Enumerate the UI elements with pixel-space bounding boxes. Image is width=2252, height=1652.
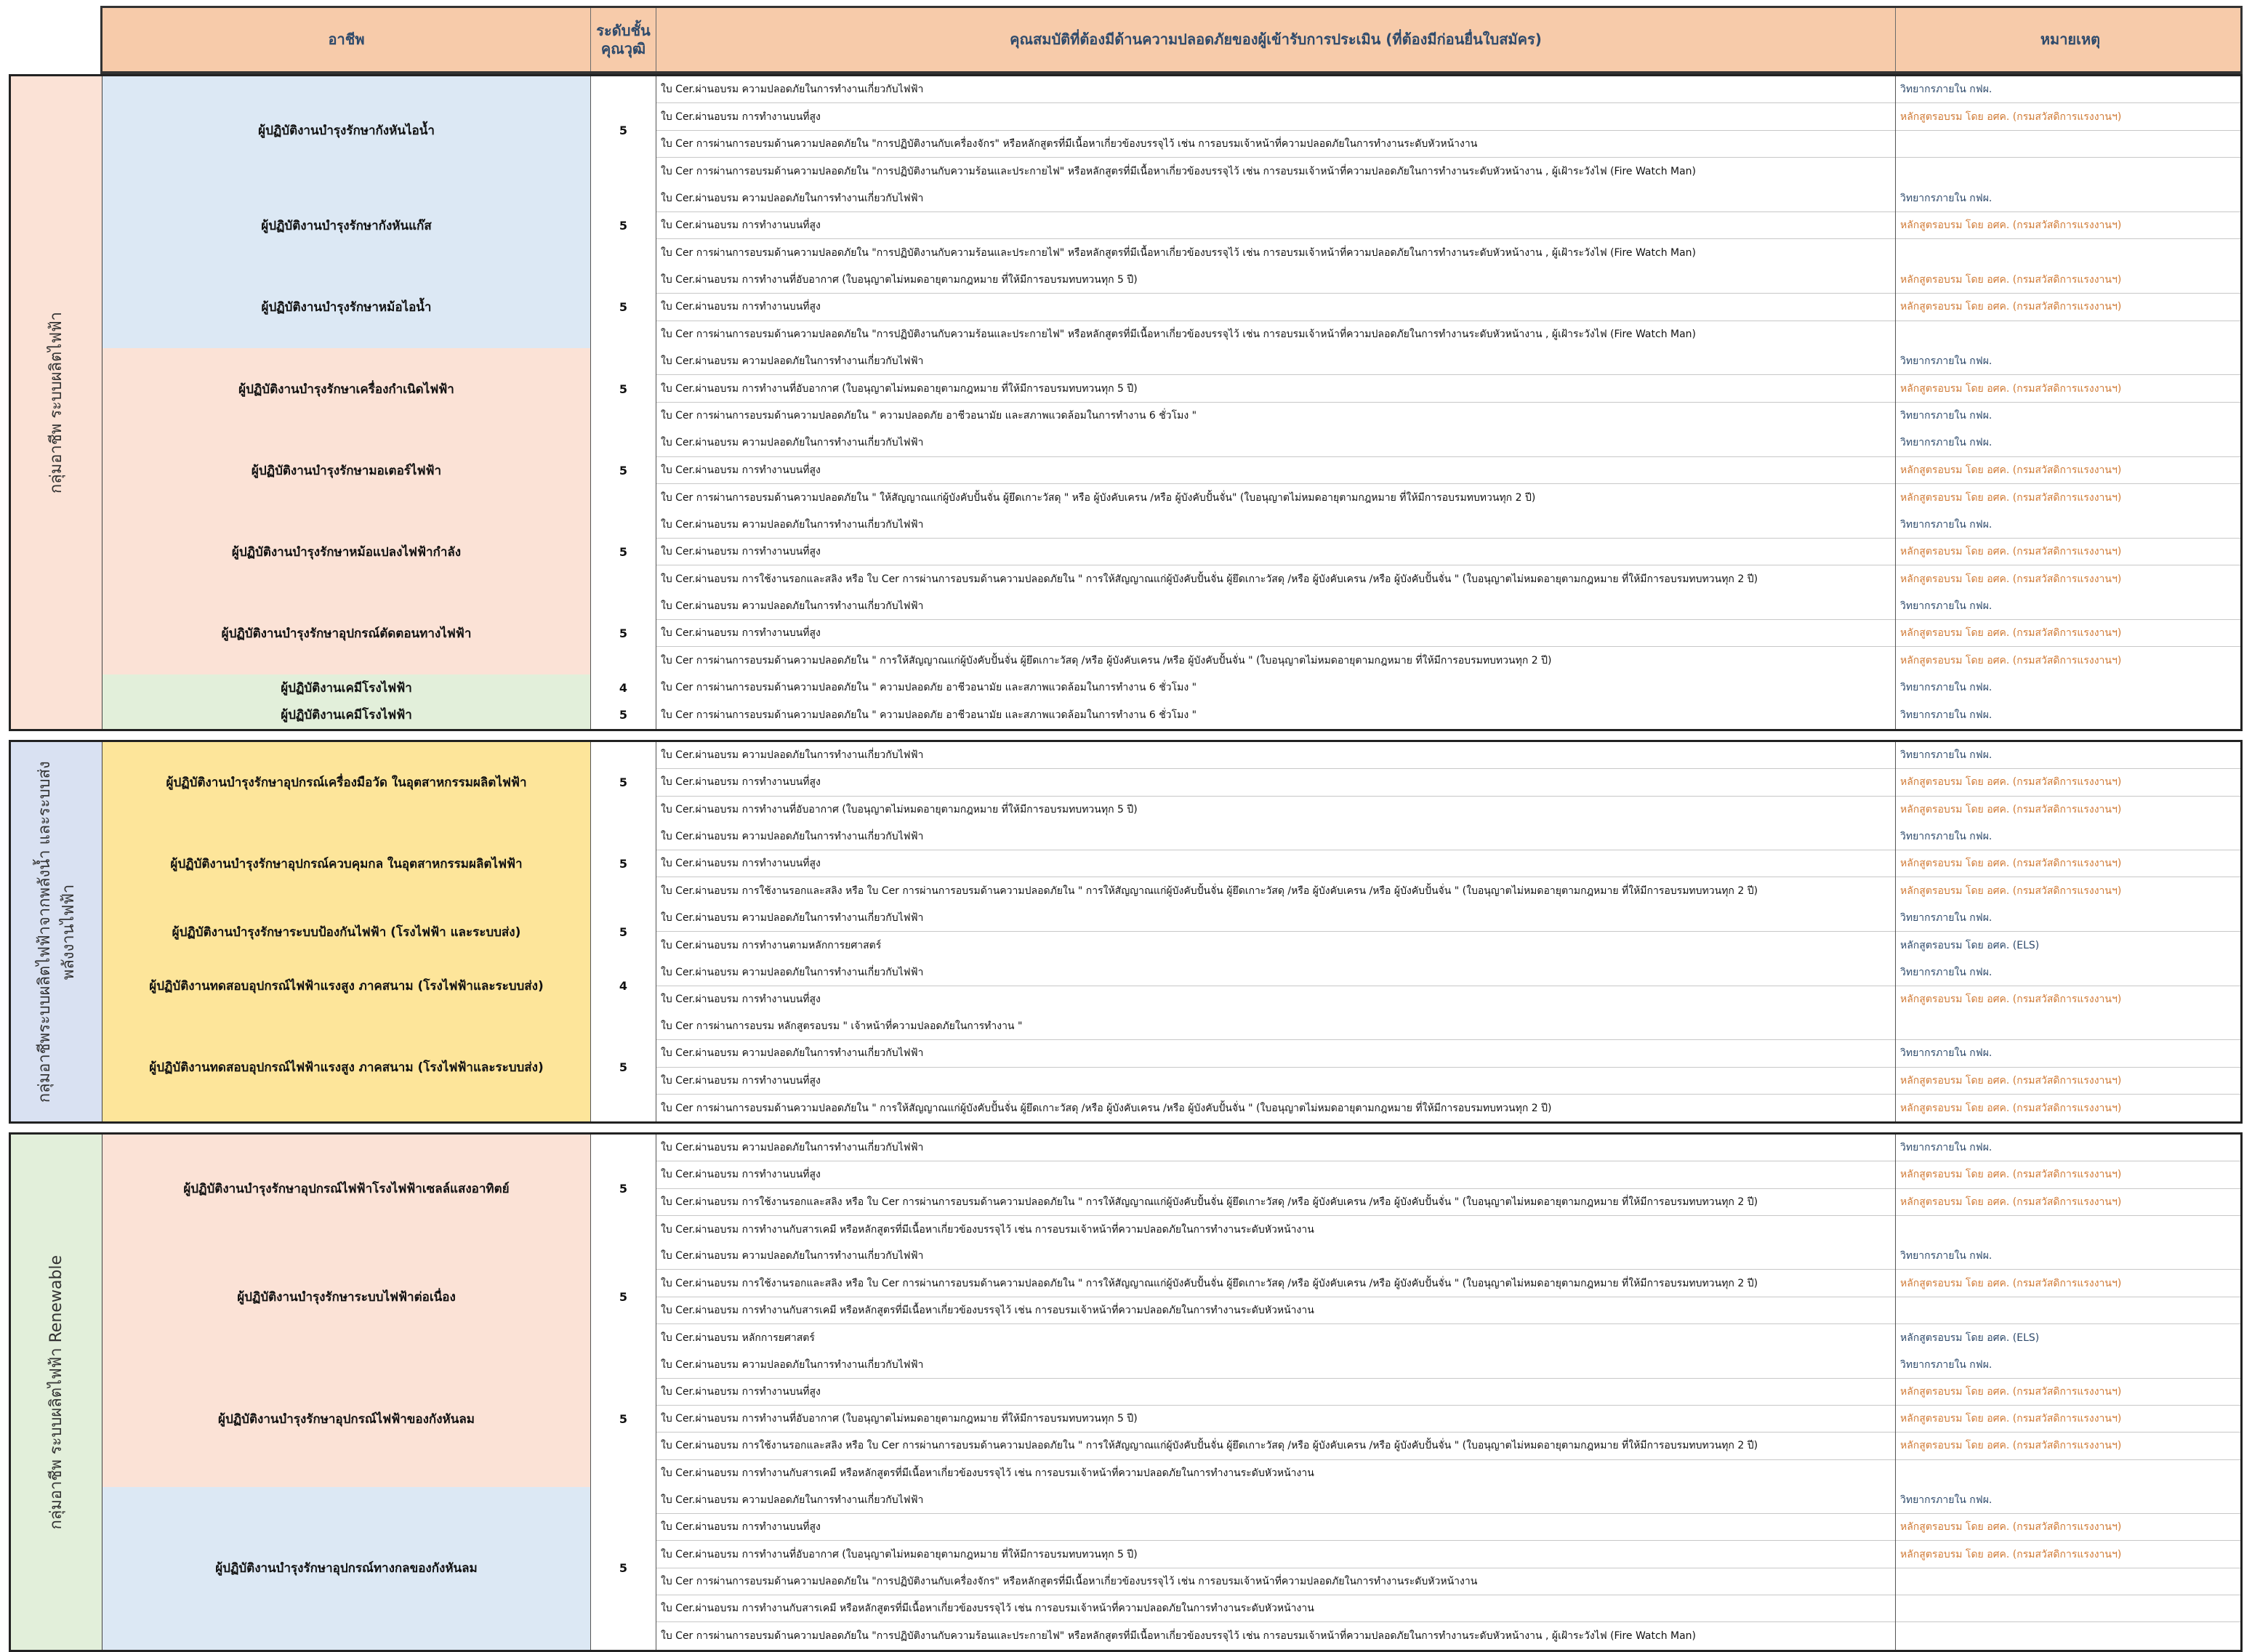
requirement-cell: ใบ Cer.ผ่านอบรม การทำงานบนที่สูง — [656, 769, 1895, 796]
requirement-cell: ใบ Cer.ผ่านอบรม การทำงานกับสารเคมี หรือหลักสูตรที่มีเนื้อหาเกี่ยวข้องบรรจุไว้ เช่น การอบรมเจ้าหน้าที่ความปลอดภัยในการทำงานระดับหัวหน้างาน — [656, 1216, 1895, 1243]
remark-cell: วิทยากรภายใน กฟผ. — [1896, 1135, 2240, 1161]
requirement-cell: ใบ Cer.ผ่านอบรม ความปลอดภัยในการทำงานเกี่ยวกับไฟฟ้า — [656, 593, 1895, 620]
occupation-list — [102, 1135, 2240, 1650]
requirement-cell: ใบ Cer.ผ่านอบรม การทำงานบนที่สูง — [656, 212, 1895, 239]
remark-cell: หลักสูตรอบรม โดย อศค. (กรมสวัสดิการแรงงานฯ) — [1896, 539, 2240, 565]
occupation-row — [102, 76, 2240, 185]
remarks-list — [1896, 959, 2240, 1013]
requirement-cell: ใบ Cer.ผ่านอบรม หลักการยศาสตร์ — [656, 1324, 1895, 1351]
requirement-cell: ใบ Cer.ผ่านอบรม ความปลอดภัยในการทำงานเกี่ยวกับไฟฟ้า — [656, 348, 1895, 375]
occupation-row — [102, 1013, 2240, 1121]
occupation-row — [102, 959, 2240, 1013]
remarks-list — [1896, 511, 2240, 592]
group-label-cell — [11, 742, 102, 1121]
group-label: กลุ่มอาชีพ ระบบผลิตไฟฟ้า Renewable — [47, 1254, 65, 1530]
requirements-list — [656, 1135, 1896, 1243]
group-label: กลุ่มอาชีพ ระบบผลิตไฟฟ้า — [47, 311, 65, 493]
requirements-list — [656, 1487, 1896, 1650]
remark-cell: วิทยากรภายใน กฟผ. — [1896, 185, 2240, 212]
occupation-row — [102, 1487, 2240, 1650]
remark-cell: หลักสูตรอบรม โดย อศค. (กรมสวัสดิการแรงงานฯ) — [1896, 1514, 2240, 1541]
remark-cell — [1896, 158, 2240, 185]
remark-cell: หลักสูตรอบรม โดย อศค. (ELS) — [1896, 1324, 2240, 1351]
occupation-name: ผู้ปฏิบัติงานบำรุงรักษาอุปกรณ์ควบคุมกล ในอุตสาหกรรมผลิตไฟฟ้า — [102, 823, 591, 905]
remark-cell: วิทยากรภายใน กฟผ. — [1896, 593, 2240, 620]
requirement-cell: ใบ Cer.ผ่านอบรม ความปลอดภัยในการทำงานเกี่ยวกับไฟฟ้า — [656, 1351, 1895, 1378]
requirement-cell: ใบ Cer.ผ่านอบรม การใช้งานรอกและสลิง หรือ ใบ Cer การผ่านการอบรมด้านความปลอดภัยใน " การให้สัญญาณแก่ผู้บังคับปั้นจั่น ผู้ยึดเกาะวัสดุ /หรือ ผู้บังคับเครน /หรือ ผู้บังคับปั้นจั่น " (ใบอนุญาตไม่หมดอายุตามกฎหมาย ที่ให้มีการอบรมทบทวนทุก 2 ปี) — [656, 1189, 1895, 1216]
remark-cell — [1896, 131, 2240, 158]
remark-cell: หลักสูตรอบรม โดย อศค. (กรมสวัสดิการแรงงานฯ) — [1896, 457, 2240, 484]
remark-cell: หลักสูตรอบรม โดย อศค. (กรมสวัสดิการแรงงานฯ) — [1896, 1270, 2240, 1297]
remark-cell: หลักสูตรอบรม โดย อศค. (กรมสวัสดิการแรงงานฯ) — [1896, 212, 2240, 239]
remark-cell: หลักสูตรอบรม โดย อศค. (กรมสวัสดิการแรงงานฯ) — [1896, 1189, 2240, 1216]
remark-cell: หลักสูตรอบรม โดย อศค. (กรมสวัสดิการแรงงานฯ) — [1896, 267, 2240, 294]
requirement-cell: ใบ Cer.ผ่านอบรม การทำงานที่อับอากาศ (ใบอนุญาตไม่หมดอายุตามกฎหมาย ที่ให้มีการอบรมทบทวนทุก 5 ปี) — [656, 797, 1895, 823]
remark-cell: หลักสูตรอบรม โดย อศค. (กรมสวัสดิการแรงงานฯ) — [1896, 850, 2240, 877]
requirement-cell: ใบ Cer.ผ่านอบรม การทำงานบนที่สูง — [656, 1379, 1895, 1406]
remark-cell: หลักสูตรอบรม โดย อศค. (กรมสวัสดิการแรงงานฯ) — [1896, 877, 2240, 904]
remark-cell: หลักสูตรอบรม โดย อศค. (กรมสวัสดิการแรงงานฯ) — [1896, 1161, 2240, 1188]
requirement-cell: ใบ Cer.ผ่านอบรม การทำงานตามหลักการยศาสตร์ — [656, 932, 1895, 959]
requirement-cell: ใบ Cer.ผ่านอบรม การทำงานบนที่สูง — [656, 850, 1895, 877]
requirement-cell: ใบ Cer.ผ่านอบรม การทำงานบนที่สูง — [656, 1068, 1895, 1095]
remarks-list — [1896, 905, 2240, 959]
occupation-name: ผู้ปฏิบัติงานบำรุงรักษาระบบป้องกันไฟฟ้า (โรงไฟฟ้า และระบบส่ง) — [102, 905, 591, 959]
remark-cell — [1896, 1460, 2240, 1487]
occupation-name: ผู้ปฏิบัติงานเคมีโรงไฟฟ้า — [102, 674, 591, 701]
requirement-cell: ใบ Cer.ผ่านอบรม ความปลอดภัยในการทำงานเกี่ยวกับไฟฟ้า — [656, 959, 1895, 986]
remark-cell — [1896, 1622, 2240, 1649]
remark-cell: หลักสูตรอบรม โดย อศค. (กรมสวัสดิการแรงงานฯ) — [1896, 565, 2240, 592]
qualification-level: 5 — [591, 1243, 656, 1351]
remark-cell — [1896, 1013, 2240, 1040]
remark-cell: หลักสูตรอบรม โดย อศค. (กรมสวัสดิการแรงงานฯ) — [1896, 1379, 2240, 1406]
remarks-list — [1896, 1487, 2240, 1650]
requirement-cell: ใบ Cer.ผ่านอบรม การใช้งานรอกและสลิง หรือ ใบ Cer การผ่านการอบรมด้านความปลอดภัยใน " การให้สัญญาณแก่ผู้บังคับปั้นจั่น ผู้ยึดเกาะวัสดุ /หรือ ผู้บังคับเครน /หรือ ผู้บังคับปั้นจั่น " (ใบอนุญาตไม่หมดอายุตามกฎหมาย ที่ให้มีการอบรมทบทวนทุก 2 ปี) — [656, 1270, 1895, 1297]
remark-cell: หลักสูตรอบรม โดย อศค. (ELS) — [1896, 932, 2240, 959]
occupation-name: ผู้ปฏิบัติงานบำรุงรักษาระบบไฟฟ้าต่อเนื่อง — [102, 1243, 591, 1351]
occupation-name: ผู้ปฏิบัติงานบำรุงรักษาอุปกรณ์ตัดตอนทางไฟฟ้า — [102, 593, 591, 674]
occupation-name: ผู้ปฏิบัติงานทดสอบอุปกรณ์ไฟฟ้าแรงสูง ภาคสนาม (โรงไฟฟ้าและระบบส่ง) — [102, 959, 591, 1013]
requirement-cell: ใบ Cer.ผ่านอบรม การทำงานบนที่สูง — [656, 457, 1895, 484]
requirement-cell: ใบ Cer การผ่านการอบรมด้านความปลอดภัยใน "การปฏิบัติงานกับความร้อนและประกายไฟ" หรือหลักสูตรที่มีเนื้อหาเกี่ยวข้องบรรจุไว้ เช่น การอบรมเจ้าหน้าที่ความปลอดภัยในการทำงานระดับหัวหน้างาน , ผู้เฝ้าระวังไฟ (Fire Watch Man) — [656, 158, 1895, 185]
requirements-list — [656, 742, 1896, 823]
requirement-cell: ใบ Cer.ผ่านอบรม การทำงานบนที่สูง — [656, 103, 1895, 130]
requirements-list — [656, 959, 1896, 1013]
occupation-name: ผู้ปฏิบัติงานบำรุงรักษาอุปกรณ์ทางกลของกังหันลม — [102, 1487, 591, 1650]
requirement-cell: ใบ Cer การผ่านการอบรมด้านความปลอดภัยใน " ความปลอดภัย อาชีวอนามัย และสภาพแวดล้อมในการทำงาน 6 ชั่วโมง " — [656, 701, 1895, 728]
qualification-level: 5 — [591, 185, 656, 267]
remark-cell: หลักสูตรอบรม โดย อศค. (กรมสวัสดิการแรงงานฯ) — [1896, 620, 2240, 647]
occupation-name: ผู้ปฏิบัติงานบำรุงรักษาเครื่องกำเนิดไฟฟ้า — [102, 348, 591, 430]
group-label: กลุ่มอาชีพระบบผลิตไฟฟ้าจากพลังน้ำ และระบบส่งพลังงานไฟฟ้า — [35, 761, 78, 1103]
requirement-cell: ใบ Cer.ผ่านอบรม การทำงานบนที่สูง — [656, 986, 1895, 1013]
remark-cell: วิทยากรภายใน กฟผ. — [1896, 1351, 2240, 1378]
remark-cell: วิทยากรภายใน กฟผ. — [1896, 76, 2240, 103]
requirement-cell: ใบ Cer การผ่านการอบรมด้านความปลอดภัยใน "การปฏิบัติงานกับความร้อนและประกายไฟ" หรือหลักสูตรที่มีเนื้อหาเกี่ยวข้องบรรจุไว้ เช่น การอบรมเจ้าหน้าที่ความปลอดภัยในการทำงานระดับหัวหน้างาน , ผู้เฝ้าระวังไฟ (Fire Watch Man) — [656, 321, 1895, 348]
remark-cell: วิทยากรภายใน กฟผ. — [1896, 742, 2240, 769]
requirement-cell: ใบ Cer.ผ่านอบรม ความปลอดภัยในการทำงานเกี่ยวกับไฟฟ้า — [656, 511, 1895, 538]
occupation-row — [102, 511, 2240, 592]
remarks-list — [1896, 823, 2240, 905]
occupation-name: ผู้ปฏิบัติงานเคมีโรงไฟฟ้า — [102, 701, 591, 728]
requirement-cell: ใบ Cer.ผ่านอบรม ความปลอดภัยในการทำงานเกี่ยวกับไฟฟ้า — [656, 823, 1895, 850]
remark-cell: หลักสูตรอบรม โดย อศค. (กรมสวัสดิการแรงงานฯ) — [1896, 294, 2240, 321]
qualification-level: 4 — [591, 959, 656, 1013]
header-remarks: หมายเหตุ — [2040, 31, 2101, 48]
remarks-list — [1896, 1351, 2240, 1486]
requirement-cell: ใบ Cer การผ่านการอบรมด้านความปลอดภัยใน "การปฏิบัติงานกับความร้อนและประกายไฟ" หรือหลักสูตรที่มีเนื้อหาเกี่ยวข้องบรรจุไว้ เช่น การอบรมเจ้าหน้าที่ความปลอดภัยในการทำงานระดับหัวหน้างาน , ผู้เฝ้าระวังไฟ (Fire Watch Man) — [656, 1622, 1895, 1649]
qualification-level: 5 — [591, 1351, 656, 1486]
requirements-list — [656, 701, 1896, 728]
requirement-cell: ใบ Cer.ผ่านอบรม การใช้งานรอกและสลิง หรือ ใบ Cer การผ่านการอบรมด้านความปลอดภัยใน " การให้สัญญาณแก่ผู้บังคับปั้นจั่น ผู้ยึดเกาะวัสดุ /หรือ ผู้บังคับเครน /หรือ ผู้บังคับปั้นจั่น " (ใบอนุญาตไม่หมดอายุตามกฎหมาย ที่ให้มีการอบรมทบทวนทุก 2 ปี) — [656, 877, 1895, 904]
remarks-list — [1896, 674, 2240, 701]
header-level: ระดับชั้น คุณวุฒิ — [591, 8, 656, 71]
occupation-name: ผู้ปฏิบัติงานบำรุงรักษากังหันแก๊ส — [102, 185, 591, 267]
qualification-level: 5 — [591, 905, 656, 959]
remarks-list — [1896, 348, 2240, 430]
occupation-name: ผู้ปฏิบัติงานบำรุงรักษาอุปกรณ์ไฟฟ้าโรงไฟฟ้าเซลล์แสงอาทิตย์ — [102, 1135, 591, 1243]
requirement-cell: ใบ Cer.ผ่านอบรม ความปลอดภัยในการทำงานเกี่ยวกับไฟฟ้า — [656, 1135, 1895, 1161]
occupation-name: ผู้ปฏิบัติงานบำรุงรักษาอุปกรณ์ไฟฟ้าของกังหันลม — [102, 1351, 591, 1486]
requirement-cell: ใบ Cer.ผ่านอบรม การทำงานกับสารเคมี หรือหลักสูตรที่มีเนื้อหาเกี่ยวข้องบรรจุไว้ เช่น การอบรมเจ้าหน้าที่ความปลอดภัยในการทำงานระดับหัวหน้างาน — [656, 1595, 1895, 1622]
qualification-level: 5 — [591, 76, 656, 185]
requirement-cell: ใบ Cer.ผ่านอบรม การใช้งานรอกและสลิง หรือ ใบ Cer การผ่านการอบรมด้านความปลอดภัยใน " การให้สัญญาณแก่ผู้บังคับปั้นจั่น ผู้ยึดเกาะวัสดุ /หรือ ผู้บังคับเครน /หรือ ผู้บังคับปั้นจั่น " (ใบอนุญาตไม่หมดอายุตามกฎหมาย ที่ให้มีการอบรมทบทวนทุก 2 ปี) — [656, 565, 1895, 592]
requirement-cell: ใบ Cer.ผ่านอบรม ความปลอดภัยในการทำงานเกี่ยวกับไฟฟ้า — [656, 1487, 1895, 1514]
group-label-cell — [11, 76, 102, 729]
occupation-row — [102, 1351, 2240, 1487]
remarks-list — [1896, 742, 2240, 823]
occupation-row — [102, 348, 2240, 430]
requirement-cell: ใบ Cer การผ่านการอบรม หลักสูตรอบรม " เจ้าหน้าที่ความปลอดภัยในการทำงาน " — [656, 1013, 1895, 1040]
requirement-cell: ใบ Cer.ผ่านอบรม การทำงานที่อับอากาศ (ใบอนุญาตไม่หมดอายุตามกฎหมาย ที่ให้มีการอบรมทบทวนทุก 5 ปี) — [656, 1541, 1895, 1568]
requirement-cell: ใบ Cer.ผ่านอบรม ความปลอดภัยในการทำงานเกี่ยวกับไฟฟ้า — [656, 76, 1895, 103]
section-group — [9, 740, 2243, 1124]
qualification-level: 4 — [591, 674, 656, 701]
remark-cell: หลักสูตรอบรม โดย อศค. (กรมสวัสดิการแรงงานฯ) — [1896, 647, 2240, 674]
remark-cell: หลักสูตรอบรม โดย อศค. (กรมสวัสดิการแรงงานฯ) — [1896, 986, 2240, 1013]
remark-cell: วิทยากรภายใน กฟผ. — [1896, 823, 2240, 850]
requirement-cell: ใบ Cer.ผ่านอบรม การทำงานกับสารเคมี หรือหลักสูตรที่มีเนื้อหาเกี่ยวข้องบรรจุไว้ เช่น การอบรมเจ้าหน้าที่ความปลอดภัยในการทำงานระดับหัวหน้างาน — [656, 1460, 1895, 1487]
remark-cell: วิทยากรภายใน กฟผ. — [1896, 511, 2240, 538]
requirement-cell: ใบ Cer การผ่านการอบรมด้านความปลอดภัยใน "การปฏิบัติงานกับเครื่องจักร" หรือหลักสูตรที่มีเนื้อหาเกี่ยวข้องบรรจุไว้ เช่น การอบรมเจ้าหน้าที่ความปลอดภัยในการทำงานระดับหัวหน้างาน — [656, 131, 1895, 158]
remarks-list — [1896, 267, 2240, 348]
requirements-list — [656, 823, 1896, 905]
requirement-cell: ใบ Cer.ผ่านอบรม ความปลอดภัยในการทำงานเกี่ยวกับไฟฟ้า — [656, 1040, 1895, 1067]
requirements-list — [656, 185, 1896, 267]
occupation-name: ผู้ปฏิบัติงานทดสอบอุปกรณ์ไฟฟ้าแรงสูง ภาคสนาม (โรงไฟฟ้าและระบบส่ง) — [102, 1013, 591, 1121]
occupation-row — [102, 742, 2240, 823]
occupation-name: ผู้ปฏิบัติงานบำรุงรักษากังหันไอน้ำ — [102, 76, 591, 185]
remark-cell: หลักสูตรอบรม โดย อศค. (กรมสวัสดิการแรงงานฯ) — [1896, 1406, 2240, 1433]
requirement-cell: ใบ Cer การผ่านการอบรมด้านความปลอดภัยใน " ความปลอดภัย อาชีวอนามัย และสภาพแวดล้อมในการทำงาน 6 ชั่วโมง " — [656, 403, 1895, 430]
remark-cell: วิทยากรภายใน กฟผ. — [1896, 403, 2240, 430]
requirement-cell: ใบ Cer.ผ่านอบรม การทำงานบนที่สูง — [656, 1161, 1895, 1188]
requirement-cell: ใบ Cer.ผ่านอบรม ความปลอดภัยในการทำงานเกี่ยวกับไฟฟ้า — [656, 430, 1895, 456]
remark-cell — [1896, 239, 2240, 266]
requirements-list — [656, 593, 1896, 674]
remark-cell: วิทยากรภายใน กฟผ. — [1896, 905, 2240, 932]
occupation-list — [102, 76, 2240, 729]
remarks-list — [1896, 185, 2240, 267]
occupation-row — [102, 1135, 2240, 1243]
remark-cell: วิทยากรภายใน กฟผ. — [1896, 1040, 2240, 1067]
remarks-list — [1896, 1135, 2240, 1243]
section-group — [9, 1132, 2243, 1652]
section-group — [9, 74, 2243, 731]
remark-cell — [1896, 321, 2240, 348]
remarks-list — [1896, 76, 2240, 185]
requirements-list — [656, 76, 1896, 185]
occupation-list — [102, 742, 2240, 1121]
requirements-list — [656, 905, 1896, 959]
remark-cell: หลักสูตรอบรม โดย อศค. (กรมสวัสดิการแรงงานฯ) — [1896, 1095, 2240, 1121]
remark-cell: วิทยากรภายใน กฟผ. — [1896, 701, 2240, 728]
remark-cell: หลักสูตรอบรม โดย อศค. (กรมสวัสดิการแรงงานฯ) — [1896, 1541, 2240, 1568]
requirements-list — [656, 511, 1896, 592]
requirement-cell: ใบ Cer.ผ่านอบรม ความปลอดภัยในการทำงานเกี่ยวกับไฟฟ้า — [656, 905, 1895, 932]
qualification-level: 5 — [591, 593, 656, 674]
qualification-level: 5 — [591, 348, 656, 430]
occupation-row — [102, 430, 2240, 511]
remark-cell: หลักสูตรอบรม โดย อศค. (กรมสวัสดิการแรงงานฯ) — [1896, 797, 2240, 823]
remark-cell: วิทยากรภายใน กฟผ. — [1896, 1487, 2240, 1514]
remark-cell: วิทยากรภายใน กฟผ. — [1896, 674, 2240, 701]
requirement-cell: ใบ Cer.ผ่านอบรม ความปลอดภัยในการทำงานเกี่ยวกับไฟฟ้า — [656, 742, 1895, 769]
requirements-list — [656, 1243, 1896, 1351]
requirement-cell: ใบ Cer.ผ่านอบรม การทำงานบนที่สูง — [656, 539, 1895, 565]
remarks-list — [1896, 1013, 2240, 1121]
remarks-list — [1896, 593, 2240, 674]
remarks-list — [1896, 1243, 2240, 1351]
occupation-row — [102, 593, 2240, 674]
group-label-cell — [11, 1135, 102, 1650]
requirement-cell: ใบ Cer การผ่านการอบรมด้านความปลอดภัยใน "การปฏิบัติงานกับความร้อนและประกายไฟ" หรือหลักสูตรที่มีเนื้อหาเกี่ยวข้องบรรจุไว้ เช่น การอบรมเจ้าหน้าที่ความปลอดภัยในการทำงานระดับหัวหน้างาน , ผู้เฝ้าระวังไฟ (Fire Watch Man) — [656, 239, 1895, 266]
requirement-cell: ใบ Cer.ผ่านอบรม การทำงานกับสารเคมี หรือหลักสูตรที่มีเนื้อหาเกี่ยวข้องบรรจุไว้ เช่น การอบรมเจ้าหน้าที่ความปลอดภัยในการทำงานระดับหัวหน้างาน — [656, 1297, 1895, 1324]
requirements-list — [656, 267, 1896, 348]
remark-cell: วิทยากรภายใน กฟผ. — [1896, 348, 2240, 375]
occupation-name: ผู้ปฏิบัติงานบำรุงรักษาหม้อไอน้ำ — [102, 267, 591, 348]
header-occupation: อาชีพ — [102, 8, 591, 71]
remarks-list — [1896, 430, 2240, 511]
remark-cell: วิทยากรภายใน กฟผ. — [1896, 430, 2240, 456]
remark-cell: หลักสูตรอบรม โดย อศค. (กรมสวัสดิการแรงงานฯ) — [1896, 1433, 2240, 1459]
qualification-level: 5 — [591, 267, 656, 348]
requirement-cell: ใบ Cer การผ่านการอบรมด้านความปลอดภัยใน " การให้สัญญาณแก่ผู้บังคับปั้นจั่น ผู้ยึดเกาะวัสดุ /หรือ ผู้บังคับเครน /หรือ ผู้บังคับปั้นจั่น " (ใบอนุญาตไม่หมดอายุตามกฎหมาย ที่ให้มีการอบรมทบทวนทุก 2 ปี) — [656, 1095, 1895, 1121]
remark-cell: หลักสูตรอบรม โดย อศค. (กรมสวัสดิการแรงงานฯ) — [1896, 769, 2240, 796]
qualification-level: 5 — [591, 701, 656, 728]
qualification-level: 5 — [591, 511, 656, 592]
requirement-cell: ใบ Cer.ผ่านอบรม การทำงานบนที่สูง — [656, 1514, 1895, 1541]
requirement-cell: ใบ Cer.ผ่านอบรม การทำงานบนที่สูง — [656, 620, 1895, 647]
requirement-cell: ใบ Cer.ผ่านอบรม การทำงานที่อับอากาศ (ใบอนุญาตไม่หมดอายุตามกฎหมาย ที่ให้มีการอบรมทบทวนทุก 5 ปี) — [656, 267, 1895, 294]
header-requirements: คุณสมบัติที่ต้องมีด้านความปลอดภัยของผู้เข้ารับการประเมิน (ที่ต้องมีก่อนยื่นใบสมัคร) — [656, 8, 1896, 71]
requirement-cell: ใบ Cer.ผ่านอบรม ความปลอดภัยในการทำงานเกี่ยวกับไฟฟ้า — [656, 185, 1895, 212]
occupation-name: ผู้ปฏิบัติงานบำรุงรักษามอเตอร์ไฟฟ้า — [102, 430, 591, 511]
requirement-cell: ใบ Cer.ผ่านอบรม การทำงานที่อับอากาศ (ใบอนุญาตไม่หมดอายุตามกฎหมาย ที่ให้มีการอบรมทบทวนทุก 5 ปี) — [656, 375, 1895, 402]
requirement-cell: ใบ Cer การผ่านการอบรมด้านความปลอดภัยใน " ความปลอดภัย อาชีวอนามัย และสภาพแวดล้อมในการทำงาน 6 ชั่วโมง " — [656, 674, 1895, 701]
remarks-list — [1896, 701, 2240, 728]
occupation-name: ผู้ปฏิบัติงานบำรุงรักษาอุปกรณ์เครื่องมือวัด ในอุตสาหกรรมผลิตไฟฟ้า — [102, 742, 591, 823]
requirements-list — [656, 1013, 1896, 1121]
remark-cell: หลักสูตรอบรม โดย อศค. (กรมสวัสดิการแรงงานฯ) — [1896, 484, 2240, 511]
remark-cell: หลักสูตรอบรม โดย อศค. (กรมสวัสดิการแรงงานฯ) — [1896, 103, 2240, 130]
requirements-list — [656, 348, 1896, 430]
qualification-level: 5 — [591, 1013, 656, 1121]
qualification-level: 5 — [591, 823, 656, 905]
requirement-cell: ใบ Cer.ผ่านอบรม การทำงานที่อับอากาศ (ใบอนุญาตไม่หมดอายุตามกฎหมาย ที่ให้มีการอบรมทบทวนทุก 5 ปี) — [656, 1406, 1895, 1433]
remark-cell: หลักสูตรอบรม โดย อศค. (กรมสวัสดิการแรงงานฯ) — [1896, 375, 2240, 402]
requirements-list — [656, 430, 1896, 511]
remark-cell: วิทยากรภายใน กฟผ. — [1896, 1243, 2240, 1270]
requirement-cell: ใบ Cer.ผ่านอบรม ความปลอดภัยในการทำงานเกี่ยวกับไฟฟ้า — [656, 1243, 1895, 1270]
requirement-cell: ใบ Cer การผ่านการอบรมด้านความปลอดภัยใน "การปฏิบัติงานกับเครื่องจักร" หรือหลักสูตรที่มีเนื้อหาเกี่ยวข้องบรรจุไว้ เช่น การอบรมเจ้าหน้าที่ความปลอดภัยในการทำงานระดับหัวหน้างาน — [656, 1568, 1895, 1595]
requirement-cell: ใบ Cer.ผ่านอบรม การทำงานบนที่สูง — [656, 294, 1895, 321]
occupation-name: ผู้ปฏิบัติงานบำรุงรักษาหม้อแปลงไฟฟ้ากำลัง — [102, 511, 591, 592]
table-header — [100, 6, 2243, 74]
remark-cell — [1896, 1568, 2240, 1595]
occupation-row — [102, 267, 2240, 348]
requirements-list — [656, 1351, 1896, 1486]
requirement-cell: ใบ Cer การผ่านการอบรมด้านความปลอดภัยใน " ให้สัญญาณแก่ผู้บังคับปั้นจั่น ผู้ยึดเกาะวัสดุ " หรือ ผู้บังคับเครน /หรือ ผู้บังคับปั้นจั่น" (ใบอนุญาตไม่หมดอายุตามกฎหมาย ที่ให้มีการอบรมทบทวนทุก 2 ปี) — [656, 484, 1895, 511]
qualification-level: 5 — [591, 742, 656, 823]
qualification-level: 5 — [591, 1135, 656, 1243]
occupation-row — [102, 905, 2240, 959]
occupation-row — [102, 674, 2240, 701]
occupation-row — [102, 823, 2240, 905]
occupation-row — [102, 185, 2240, 267]
requirement-cell: ใบ Cer การผ่านการอบรมด้านความปลอดภัยใน " การให้สัญญาณแก่ผู้บังคับปั้นจั่น ผู้ยึดเกาะวัสดุ /หรือ ผู้บังคับเครน /หรือ ผู้บังคับปั้นจั่น " (ใบอนุญาตไม่หมดอายุตามกฎหมาย ที่ให้มีการอบรมทบทวนทุก 2 ปี) — [656, 647, 1895, 674]
occupation-row — [102, 701, 2240, 728]
requirements-list — [656, 674, 1896, 701]
qualification-level: 5 — [591, 1487, 656, 1650]
requirement-cell: ใบ Cer.ผ่านอบรม การใช้งานรอกและสลิง หรือ ใบ Cer การผ่านการอบรมด้านความปลอดภัยใน " การให้สัญญาณแก่ผู้บังคับปั้นจั่น ผู้ยึดเกาะวัสดุ /หรือ ผู้บังคับเครน /หรือ ผู้บังคับปั้นจั่น " (ใบอนุญาตไม่หมดอายุตามกฎหมาย ที่ให้มีการอบรมทบทวนทุก 2 ปี) — [656, 1433, 1895, 1459]
remark-cell — [1896, 1216, 2240, 1243]
remark-cell: หลักสูตรอบรม โดย อศค. (กรมสวัสดิการแรงงานฯ) — [1896, 1068, 2240, 1095]
remark-cell: วิทยากรภายใน กฟผ. — [1896, 959, 2240, 986]
remark-cell — [1896, 1595, 2240, 1622]
qualification-level: 5 — [591, 430, 656, 511]
remark-cell — [1896, 1297, 2240, 1324]
occupation-row — [102, 1243, 2240, 1351]
